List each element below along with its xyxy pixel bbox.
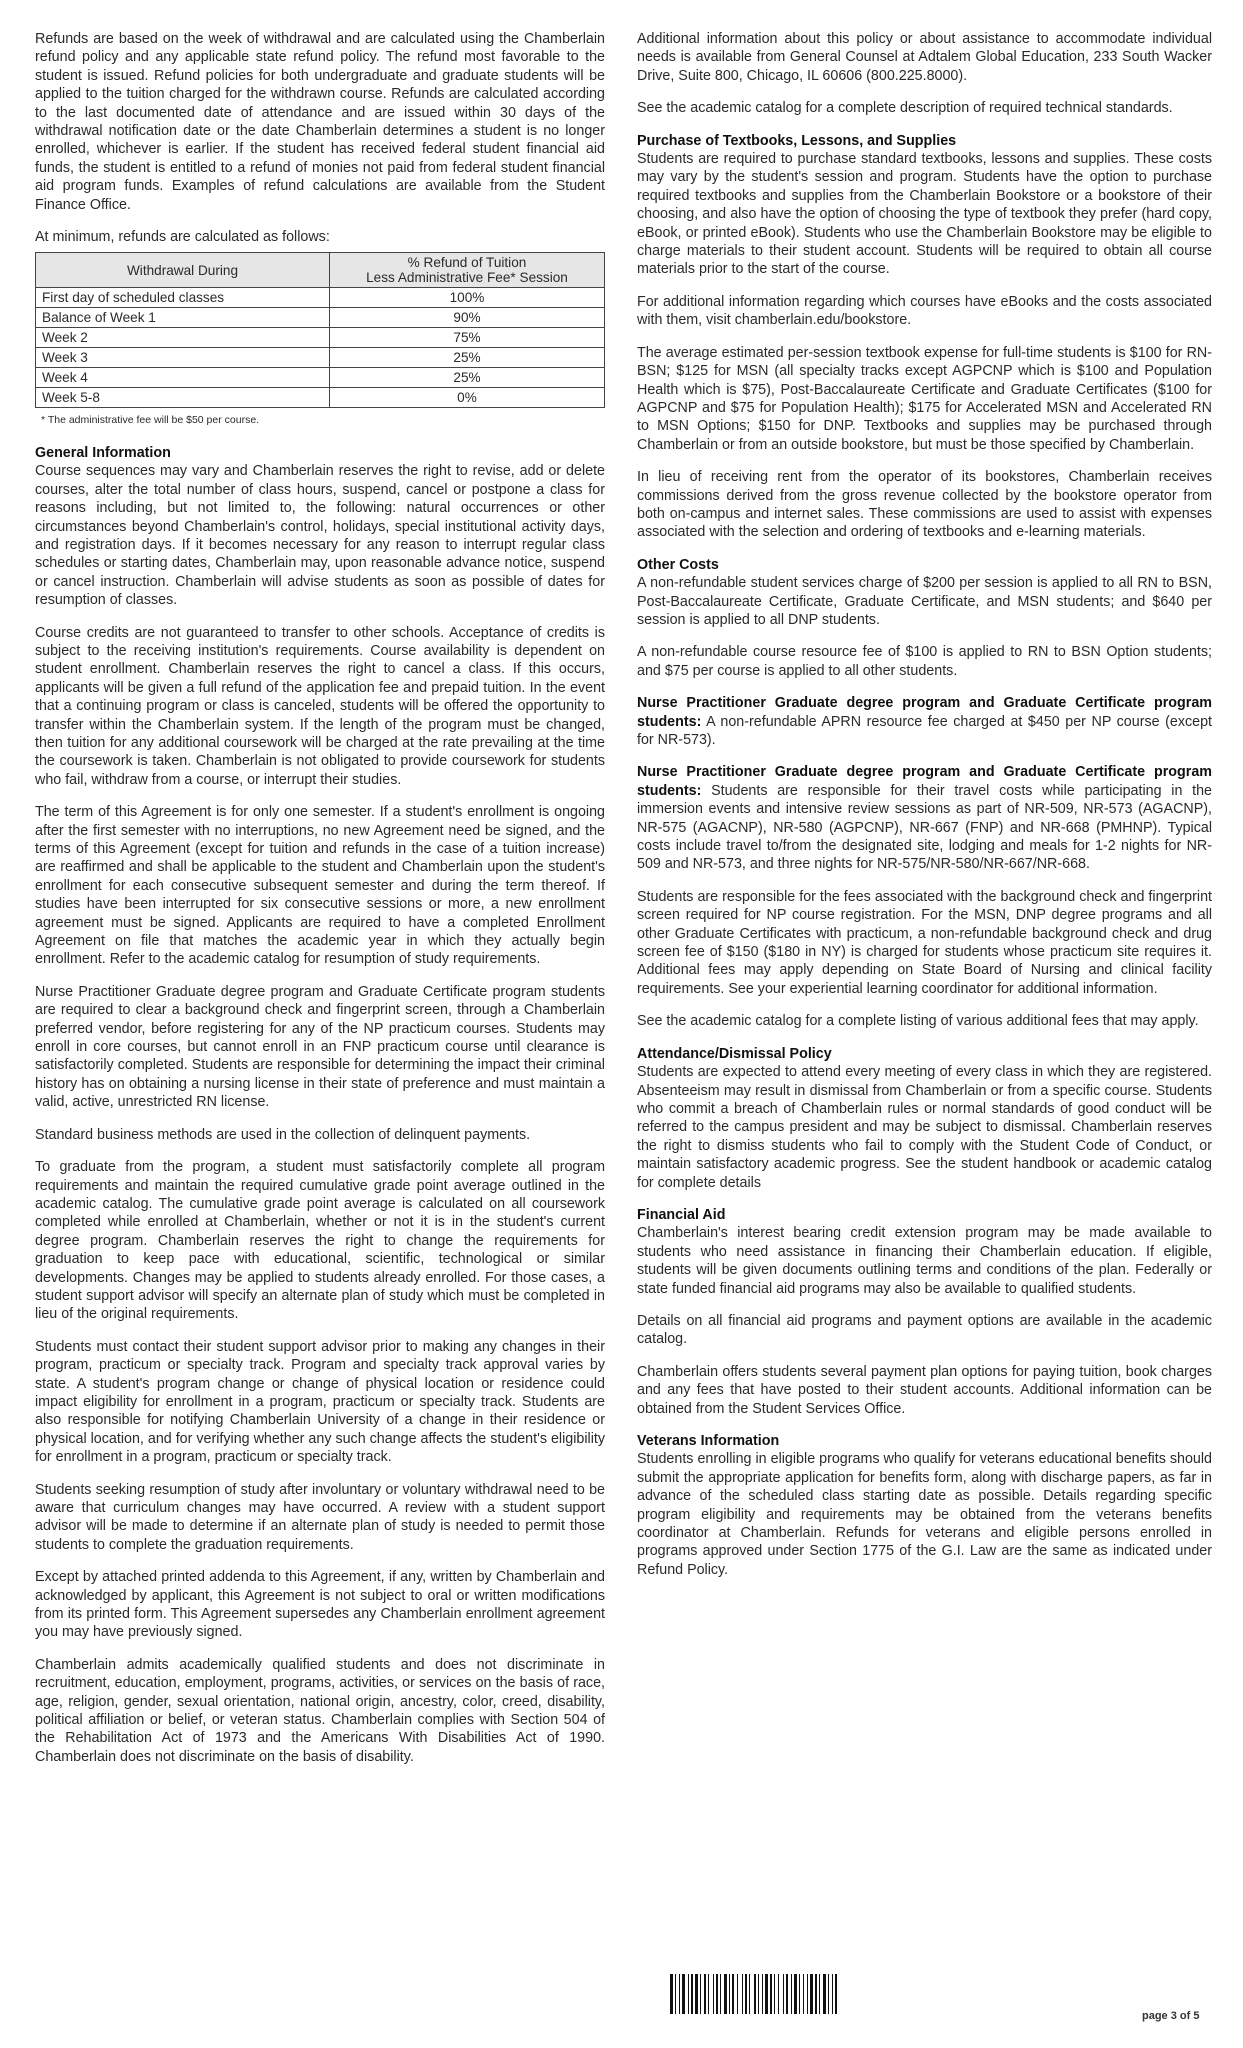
table-row bbox=[36, 388, 605, 408]
page-number: page 3 of 5 bbox=[1142, 2010, 1200, 2022]
right-column bbox=[637, 30, 1212, 1593]
withdrawal-period: Balance of Week 1 bbox=[36, 308, 330, 328]
refund-table-header bbox=[36, 253, 605, 288]
refund-percent: 75% bbox=[330, 328, 605, 348]
refund-policy-paragraph: Refunds are based on the week of withdrawal and are calculated using the Chamberlain refund policy and any applicable state refund policy. The refund most favorable to the student is issued. Refund policies for both undergraduate and graduate students will be applied to the tuition charged for the withdrawn course. Refunds are calculated according to the last documented date of attendance and are issued within 30 days of the withdrawal notification date or the date Chamberlain determines a student is no longer enrolled, whichever is earlier. If the student has received federal student financial aid funds, the student is entitled to a refund of monies not paid from federal student financial aid program funds. Examples of refund calculations are available from the Student Finance Office. bbox=[35, 31, 605, 213]
technical-standards-paragraph: See the academic catalog for a complete description of required technical standards. bbox=[637, 100, 1173, 117]
table-row bbox=[36, 288, 605, 308]
immersion-travel-text: Students are responsible for their travel costs while participating in the immersion events and intensive review sessions as part of NR-509, NR-573 (AGACNP), NR-575 (AGACNP), NR-580 (AGPCNP), NR-667 (FNP) and NR-668 (PMHNP). Typical costs include travel to/from the designated site, lodging and meals for 1-2 nights for NR-509 and NR-573, and three nights for NR-575/NR-580/NR-667/NR-668. bbox=[637, 782, 1212, 873]
business-methods-paragraph: Standard business methods are used in the collection of delinquent payments. bbox=[35, 1126, 531, 1143]
resumption-paragraph: Students seeking resumption of study after involuntary or voluntary withdrawal need to be aware that curriculum changes may have occurred. A review with a student support advisor will be made to determine if an alternate plan of study is needed to permit those students to complete the graduation requirements. bbox=[35, 1481, 605, 1553]
background-check-fees-paragraph: Students are responsible for the fees associated with the background check and fingerprint screen required for NP course registration. For the MSN, DNP degree programs and all other Graduate Certificates with practicum, a non-refundable background check and drug screen fee of $150 ($180 in NY) is charged for students whose practicum site requires it. Additional fees may apply depending on State Board of Nursing and clinical facility requirements. See your experiential learning coordinator for additional information. bbox=[637, 888, 1212, 997]
course-credits-paragraph: Course credits are not guaranteed to transfer to other schools. Acceptance of credits is subject to the receiving institution's requirements. Course availability is dependent on student enrollment. Chamberlain reserves the right to cancel a class. If this occurs, applicants will be given a full refund of the application fee and prepaid tuition. In the event that a continuing program or class is canceled, students will be offered the opportunity to transfer within the Chamberlain system. If the length of the program must be changed, then tuition for any additional coursework will be charged at the rate prevailing at the time the coursework is taken. Chamberlain is not obligated to provide coursework for students who fail, withdraw from a course, or interrupt their studies. bbox=[35, 624, 605, 788]
textbooks-paragraph: Students are required to purchase standard textbooks, lessons and supplies. These costs may vary by the student's session and program. Students have the option to purchase required textbooks and supplies from the Chamberlain Bookstore or a bookstore of their choosing, and also have the option of choosing the type of textbook they prefer (hard copy, eBook, or printed eBook). Students who use the Chamberlain Bookstore may be eligible to charge materials to their student account. Students will be required to obtain all course materials prior to the start of the course. bbox=[637, 151, 1212, 278]
agreement-term-paragraph: The term of this Agreement is for only one semester. If a student's enrollment is ongoing after the first semester with no interruptions, no new Agreement need be signed, and the terms of this Agreement (except for tuition and refunds in the case of a tuition increase) are reaffirmed and shall be applicable to the student and Chamberlain upon the student's enrollment for each consecutive subsequent semester and during the term thereof. If studies have been interrupted for six consecutive sessions or more, a new enrollment agreement must be signed. Applicants are required to have a completed Enrollment Agreement on file that matches the academic year in which they actually begin enrollment. Refer to the academic catalog for resumption of study requirements. bbox=[35, 804, 605, 968]
refund-percent: 0% bbox=[330, 388, 605, 408]
aprn-fee-paragraph bbox=[637, 694, 1212, 749]
financial-aid-details-paragraph: Details on all financial aid programs and payment options are available in the academic catalog. bbox=[637, 1312, 1212, 1348]
veterans-paragraph: Students enrolling in eligible programs who qualify for veterans educational benefits should submit the appropriate application for benefits form, along with discharge papers, as far in advance of the scheduled class starting date as possible. Details regarding specific program eligibility and requirements may be obtained from the veterans benefits coordinator at Chamberlain. Refunds for veterans and eligible persons enrolled in programs approved under Section 1775 of the G.I. Law are the same as indicated under Refund Policy. bbox=[637, 1451, 1212, 1578]
refund-table bbox=[35, 252, 605, 408]
np-background-check-paragraph: Nurse Practitioner Graduate degree program and Graduate Certificate program students are required to clear a background check and fingerprint screen, through a Chamberlain preferred vendor, before registering for any of the NP practicum courses. Students may enroll in core courses, but cannot enroll in an FNP practicum course until clearance is satisfactorily completed. Students are responsible for determining the impact their criminal history has on obtaining a nursing license in their state of preference and must maintain a valid, active, unrestricted RN license. bbox=[35, 983, 605, 1111]
table-row bbox=[36, 368, 605, 388]
nondiscrimination-paragraph: Chamberlain admits academically qualified students and does not discriminate in recruitment, education, employment, programs, activities, or services on the basis of race, age, religion, gender, sexual orientation, national origin, ancestry, color, creed, disability, political affiliation or belief, or veteran status. Chamberlain complies with Section 504 of the Rehabilitation Act of 1973 and the Americans With Disabilities Act of 1990. Chamberlain does not discriminate on the basis of disability. bbox=[35, 1656, 605, 1765]
header-refund-percent bbox=[330, 253, 605, 288]
barcode-icon bbox=[668, 1972, 974, 2016]
table-footnote: * The administrative fee will be $50 per course. bbox=[41, 414, 260, 427]
addenda-paragraph: Except by attached printed addenda to this Agreement, if any, written by Chamberlain and acknowledged by applicant, this Agreement is not subject to oral or written modifications from its printed form. This Agreement supersedes any Chamberlain enrollment agreement you may have previously signed. bbox=[35, 1569, 605, 1641]
general-information-heading: General Information bbox=[35, 444, 171, 461]
veterans-heading: Veterans Information bbox=[637, 1433, 780, 1449]
additional-info-paragraph: Additional information about this policy or about assistance to accommodate individual needs is available from General Counsel at Adtalem Global Education, 233 South Wacker Drive, Suite 800, Chicago, IL 60606 (800.225.8000). bbox=[637, 31, 1212, 84]
bookstore-commission-paragraph: In lieu of receiving rent from the operator of its bookstores, Chamberlain receives commissions derived from the gross revenue collected by the bookstore operator from both on-campus and internet sales. These commissions are used to assist with expenses associated with the selection and ordering of textbooks and e-learning materials. bbox=[637, 469, 1212, 541]
attendance-heading: Attendance/Dismissal Policy bbox=[637, 1045, 832, 1062]
table-row bbox=[36, 328, 605, 348]
course-resource-fee-paragraph: A non-refundable course resource fee of $100 is applied to RN to BSN Option students; and $75 per course is applied to all other students. bbox=[637, 644, 1212, 679]
textbook-expense-paragraph: The average estimated per-session textbook expense for full-time students is $100 for RN-BSN; $125 for MSN (all specialty tracks except AGPCNP which is $100 and Population Health which is $75), Post-Baccalaureate Certificate and Graduate Certificates ($100 for AGPCNP and $75 for Population Health); $175 for Accelerated MSN and Accelerated RN to MSN Options; $150 for DNP. Textbooks and supplies may be purchased through Chamberlain or from an outside bookstore, but must be those specified by Chamberlain. bbox=[637, 344, 1212, 453]
student-services-charge-paragraph: A non-refundable student services charge of $200 per session is applied to all RN to BSN, Post-Baccalaureate Certificate, Graduate Certificate, and MSN students; and $640 per session is applied to all DNP students. bbox=[637, 575, 1212, 628]
additional-fees-paragraph: See the academic catalog for a complete listing of various additional fees that may apply. bbox=[637, 1013, 1199, 1030]
header-withdrawal-during: Withdrawal During bbox=[36, 253, 330, 288]
program-change-paragraph: Students must contact their student support advisor prior to making any changes in their program, practicum or specialty track. Program and specialty track approval varies by state. A student's program change or change of physical location or residence could impact eligibility for enrollment in a program, practicum or specialty track. Students are also responsible for notifying Chamberlain University of a change in their residence or physical location, and for verifying whether any such change affects the student's eligibility for enrollment in a program, practicum or specialty track. bbox=[35, 1338, 605, 1466]
payment-plan-paragraph: Chamberlain offers students several payment plan options for paying tuition, book charges and any fees that have posted to their student accounts. Additional information can be obtained from the Student Services Office. bbox=[637, 1363, 1212, 1417]
refund-percent: 100% bbox=[330, 288, 605, 308]
graduation-paragraph: To graduate from the program, a student must satisfactorily complete all program requirements and maintain the required cumulative grade point average outlined in the academic catalog. The cumulative grade point average is calculated on all coursework completed while enrolled at Chamberlain, whether or not it is in the student's current degree program. Chamberlain reserves the right to change the requirements for graduation to keep pace with educational, scientific, technological or similar developments. Changes may be applied to students already enrolled. For those cases, a student support advisor will specify an alternate plan of study which must be completed in lieu of the original requirements. bbox=[35, 1159, 605, 1323]
withdrawal-period: Week 2 bbox=[36, 328, 330, 348]
immersion-travel-label: Nurse Practitioner Graduate degree program and Graduate Certificate program students: bbox=[637, 764, 1212, 799]
aprn-fee-label: Nurse Practitioner Graduate degree program and Graduate Certificate program students: bbox=[637, 695, 1212, 730]
immersion-travel-paragraph bbox=[637, 763, 1212, 873]
refund-percent: 25% bbox=[330, 348, 605, 368]
table-row bbox=[36, 308, 605, 328]
refund-percent: 90% bbox=[330, 308, 605, 328]
refund-table-intro: At minimum, refunds are calculated as follows: bbox=[35, 229, 330, 246]
withdrawal-period: First day of scheduled classes bbox=[36, 288, 330, 308]
table-row bbox=[36, 348, 605, 368]
ebooks-paragraph: For additional information regarding which courses have eBooks and the costs associated with them, visit chamberlain.edu/bookstore. bbox=[637, 293, 1212, 329]
aprn-fee-text: A non-refundable APRN resource fee charged at $450 per NP course (except for NR-573). bbox=[637, 713, 1212, 748]
refund-percent: 25% bbox=[330, 368, 605, 388]
textbooks-heading: Purchase of Textbooks, Lessons, and Supplies bbox=[637, 132, 957, 149]
financial-aid-heading: Financial Aid bbox=[637, 1206, 726, 1223]
attendance-paragraph: Students are expected to attend every meeting of every class in which they are registered. Absenteeism may result in dismissal from Chamberlain or from a specific course. Students who commit a breach of Chamberlain rules or normal standards of good conduct will be referred to the campus president and may be subject to dismissal. Chamberlain reserves the right to dismiss students who fail to comply with the Student Code of Conduct, or maintain satisfactory academic progress. See the student handbook or academic catalog for complete details bbox=[637, 1064, 1212, 1191]
withdrawal-period: Week 5-8 bbox=[36, 388, 330, 408]
withdrawal-period: Week 4 bbox=[36, 368, 330, 388]
other-costs-heading: Other Costs bbox=[637, 556, 719, 573]
withdrawal-period: Week 3 bbox=[36, 348, 330, 368]
left-column bbox=[35, 30, 605, 1780]
header-refund-line2: Less Administrative Fee* Session bbox=[366, 270, 568, 286]
header-refund-line1: % Refund of Tuition bbox=[407, 255, 527, 271]
general-information-paragraph: Course sequences may vary and Chamberlain reserves the right to revise, add or delete courses, alter the total number of class hours, suspend, cancel or postpone a class for reasons including, but not limited to, the following: natural occurrences or other circumstances beyond Chamberlain's control, holidays, special institutional activity days, and registration days. If it becomes necessary for any reason to interrupt regular class schedules or starting dates, Chamberlain may, upon reasonable advance notice, suspend or cancel instruction. Chamberlain will advise students as soon as possible of dates for resumption of classes. bbox=[35, 463, 605, 609]
financial-aid-paragraph: Chamberlain's interest bearing credit extension program may be made available to students who need assistance in financing their Chamberlain education. If eligible, students will be given documents outlining terms and conditions of the plan. Federally or state funded financial aid programs may also be available to qualified students. bbox=[637, 1225, 1212, 1297]
